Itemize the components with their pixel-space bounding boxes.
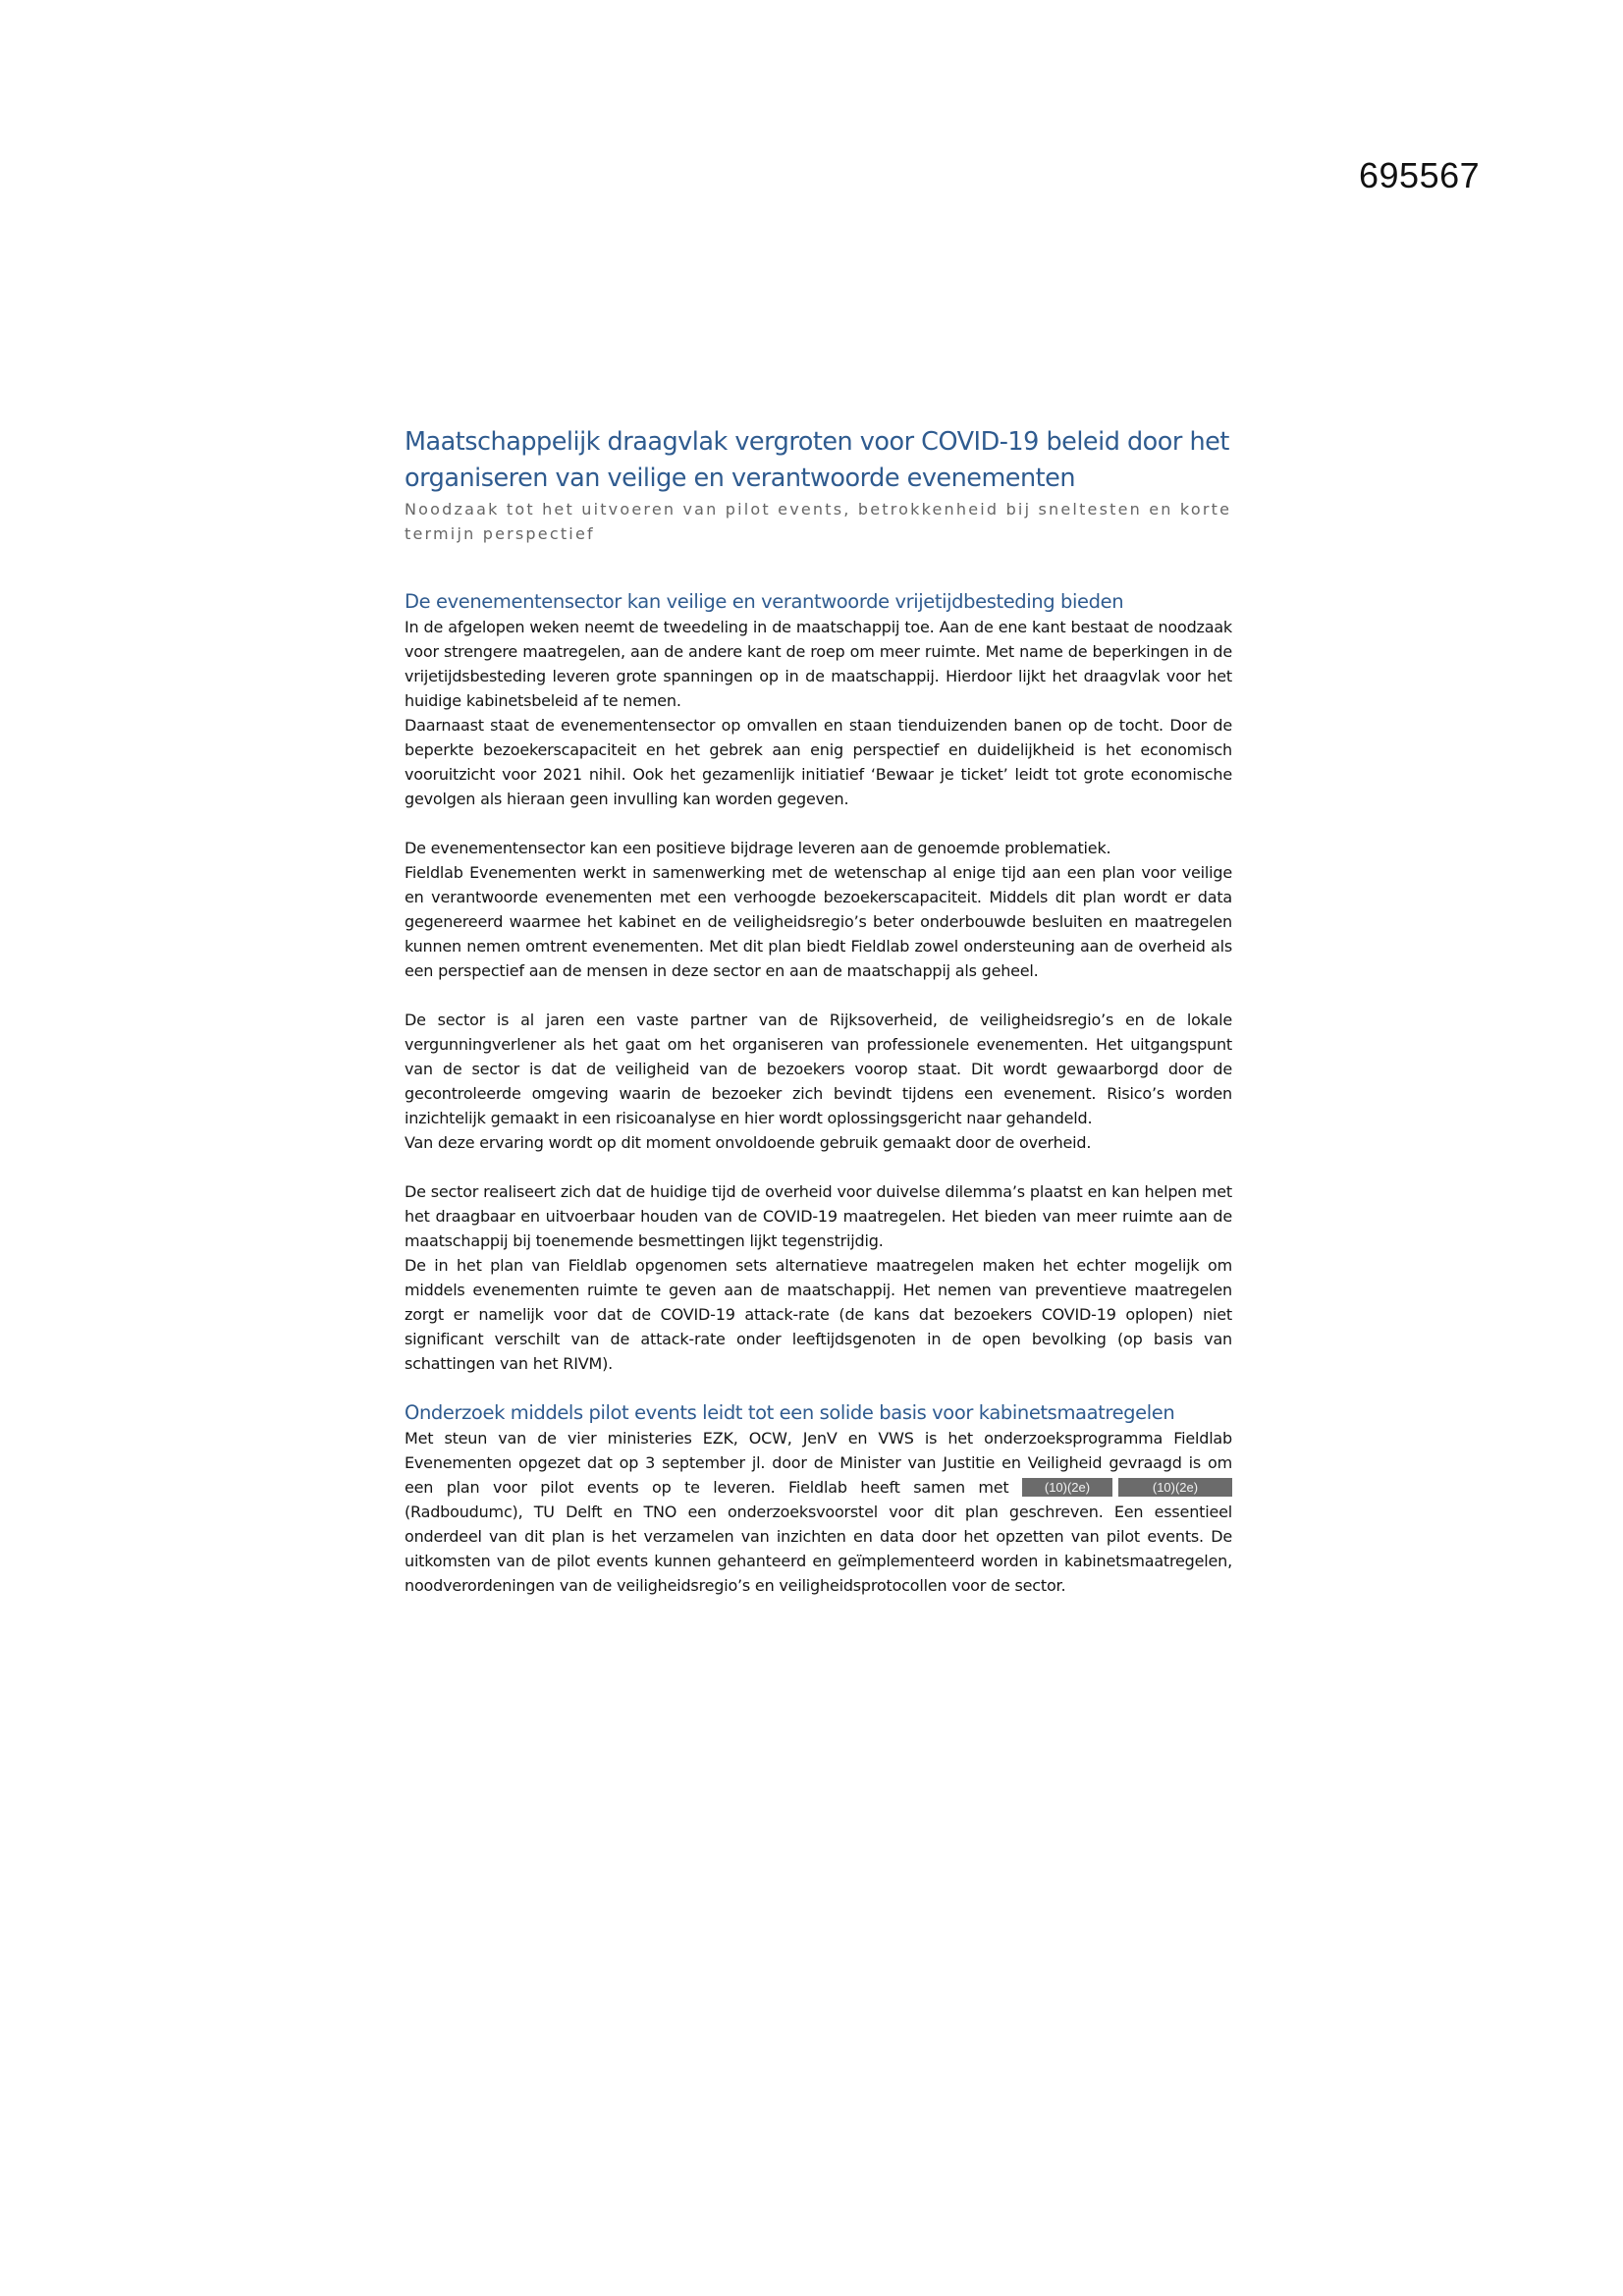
paragraph-with-redactions [405,1426,1232,1598]
document-title: Maatschappelijk draagvlak vergroten voor COVID-19 beleid door het organiseren van veilige en verantwoorde evenementen [405,427,1229,493]
paragraph: In de afgelopen weken neemt de tweedeling in de maatschappij toe. Aan de ene kant bestaat de noodzaak voor strengere maatregelen, aan de andere kant de roep om meer ruimte. Met name de beperkingen in de vrijetijdsbesteding leveren grote spanningen op in de maatschappij. Hierdoor lijkt het draagvlak voor het huidige kabinetsbeleid af te nemen. [405,618,1232,710]
document-body [405,424,1232,1598]
paragraph-text: Met steun van de vier ministeries EZK, OCW, JenV en VWS is het onderzoeksprogramma Fieldlab Evenementen opgezet dat op 3 september jl. door de Minister van Justitie en Veiligheid gevraagd is om een plan voor pilot events op te leveren. Fieldlab heeft samen met [405,1429,1232,1497]
document-subtitle: Noodzaak tot het uitvoeren van pilot events, betrokkenheid bij sneltesten en korte termijn perspectief [405,500,1232,543]
paragraph: Van deze ervaring wordt op dit moment onvoldoende gebruik gemaakt door de overheid. [405,1133,1092,1152]
redaction-box: (10)(2e) [1022,1478,1112,1497]
paragraph: Daarnaast staat de evenementensector op omvallen en staan tienduizenden banen op de tocht. Door de beperkte bezoekerscapaciteit en het gebrek aan enig perspectief en duidelijkheid is het economisch vooruitzicht voor 2021 nihil. Ook het gezamenlijk initiatief ‘Bewaar je ticket’ leidt tot grote economische gevolgen als hieraan geen invulling kan worden gegeven. [405,716,1232,808]
document-number: 695567 [1359,155,1481,195]
section-heading: Onderzoek middels pilot events leidt tot een solide basis voor kabinetsmaatregelen [405,1401,1175,1424]
paragraph: De evenementensector kan een positieve bijdrage leveren aan de genoemde problematiek. [405,839,1111,857]
paragraph: Fieldlab Evenementen werkt in samenwerking met de wetenschap al enige tijd aan een plan voor veilige en verantwoorde evenementen met een verhoogde bezoekerscapaciteit. Middels dit plan wordt er data gegenereerd waarmee het kabinet en de veiligheidsregio’s beter onderbouwde besluiten en maatregelen kunnen nemen omtrent evenementen. Met dit plan biedt Fieldlab zowel ondersteuning aan de overheid als een perspectief aan de mensen in deze sector en aan de maatschappij als geheel. [405,863,1232,980]
paragraph: De sector realiseert zich dat de huidige tijd de overheid voor duivelse dilemma’s plaatst en kan helpen met het draagbaar en uitvoerbaar houden van de COVID-19 maatregelen. Het bieden van meer ruimte aan de maatschappij bij toenemende besmettingen lijkt tegenstrijdig. [405,1182,1232,1250]
redaction-box: (10)(2e) [1118,1478,1232,1497]
paragraph-text: (Radboudumc), TU Delft en TNO een onderzoeksvoorstel voor dit plan geschreven. Een essentieel onderdeel van dit plan is het verzamelen van inzichten en data door het opzetten van pilot events. De uitkomsten van de pilot events kunnen gehanteerd en geïmplementeerd worden in kabinetsmaatregelen, noodverordeningen van de veiligheidsregio’s en veiligheidsprotocollen voor de sector. [405,1503,1232,1595]
paragraph: De in het plan van Fieldlab opgenomen sets alternatieve maatregelen maken het echter mogelijk om middels evenementen ruimte te geven aan de maatschappij. Het nemen van preventieve maatregelen zorgt er namelijk voor dat de COVID-19 attack-rate (de kans dat bezoekers COVID-19 oplopen) niet significant verschilt van de attack-rate onder leeftijdsgenoten in de open bevolking (op basis van schattingen van het RIVM). [405,1256,1232,1373]
section-heading: De evenementensector kan veilige en verantwoorde vrijetijdbesteding bieden [405,590,1124,613]
paragraph: De sector is al jaren een vaste partner van de Rijksoverheid, de veiligheidsregio’s en de lokale vergunningverlener als het gaat om het organiseren van professionele evenementen. Het uitgangspunt van de sector is dat de veiligheid van de bezoekers voorop staat. Dit wordt gewaarborgd door de gecontroleerde omgeving waarin de bezoeker zich bevindt tijdens een evenement. Risico’s worden inzichtelijk gemaakt in een risicoanalyse en hier wordt oplossingsgericht naar gehandeld. [405,1011,1232,1127]
